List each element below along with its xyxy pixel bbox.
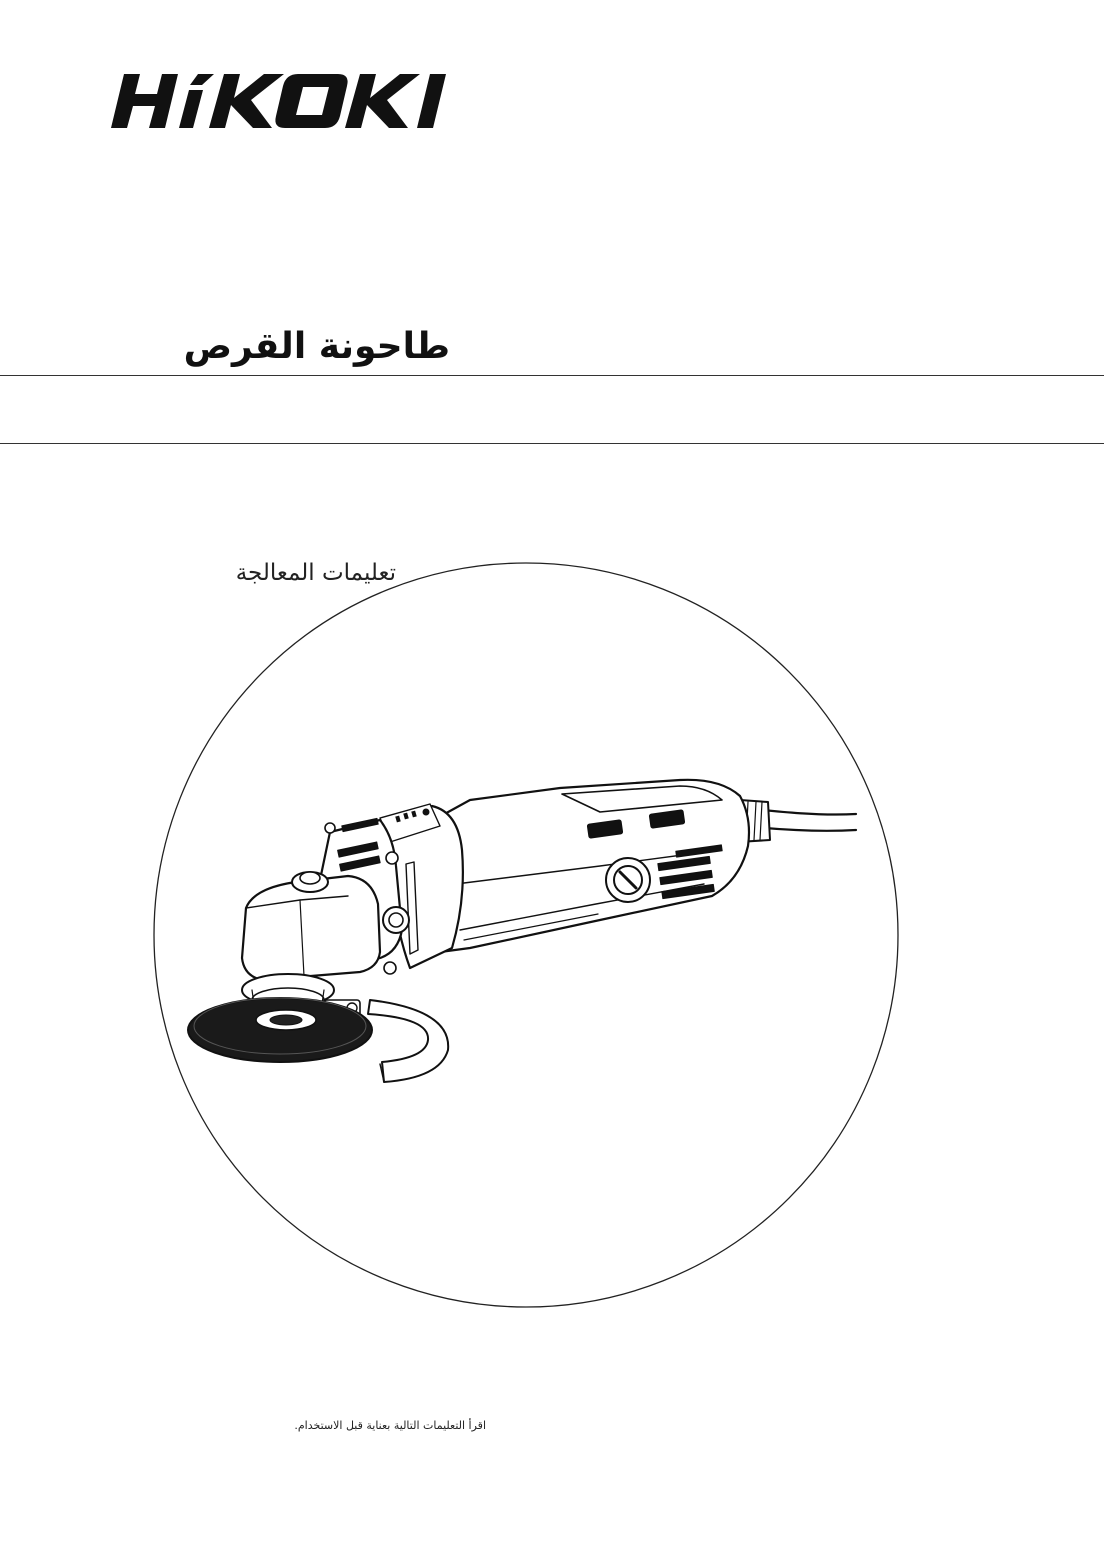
document-subtitle: تعليمات المعالجة [235, 560, 396, 586]
read-instructions-notice: اقرأ التعليمات التالية بعناية قبل الاستخدام. [294, 1419, 486, 1432]
document-title: طاحونة القرص [183, 326, 450, 367]
angle-grinder-icon [188, 780, 856, 1082]
